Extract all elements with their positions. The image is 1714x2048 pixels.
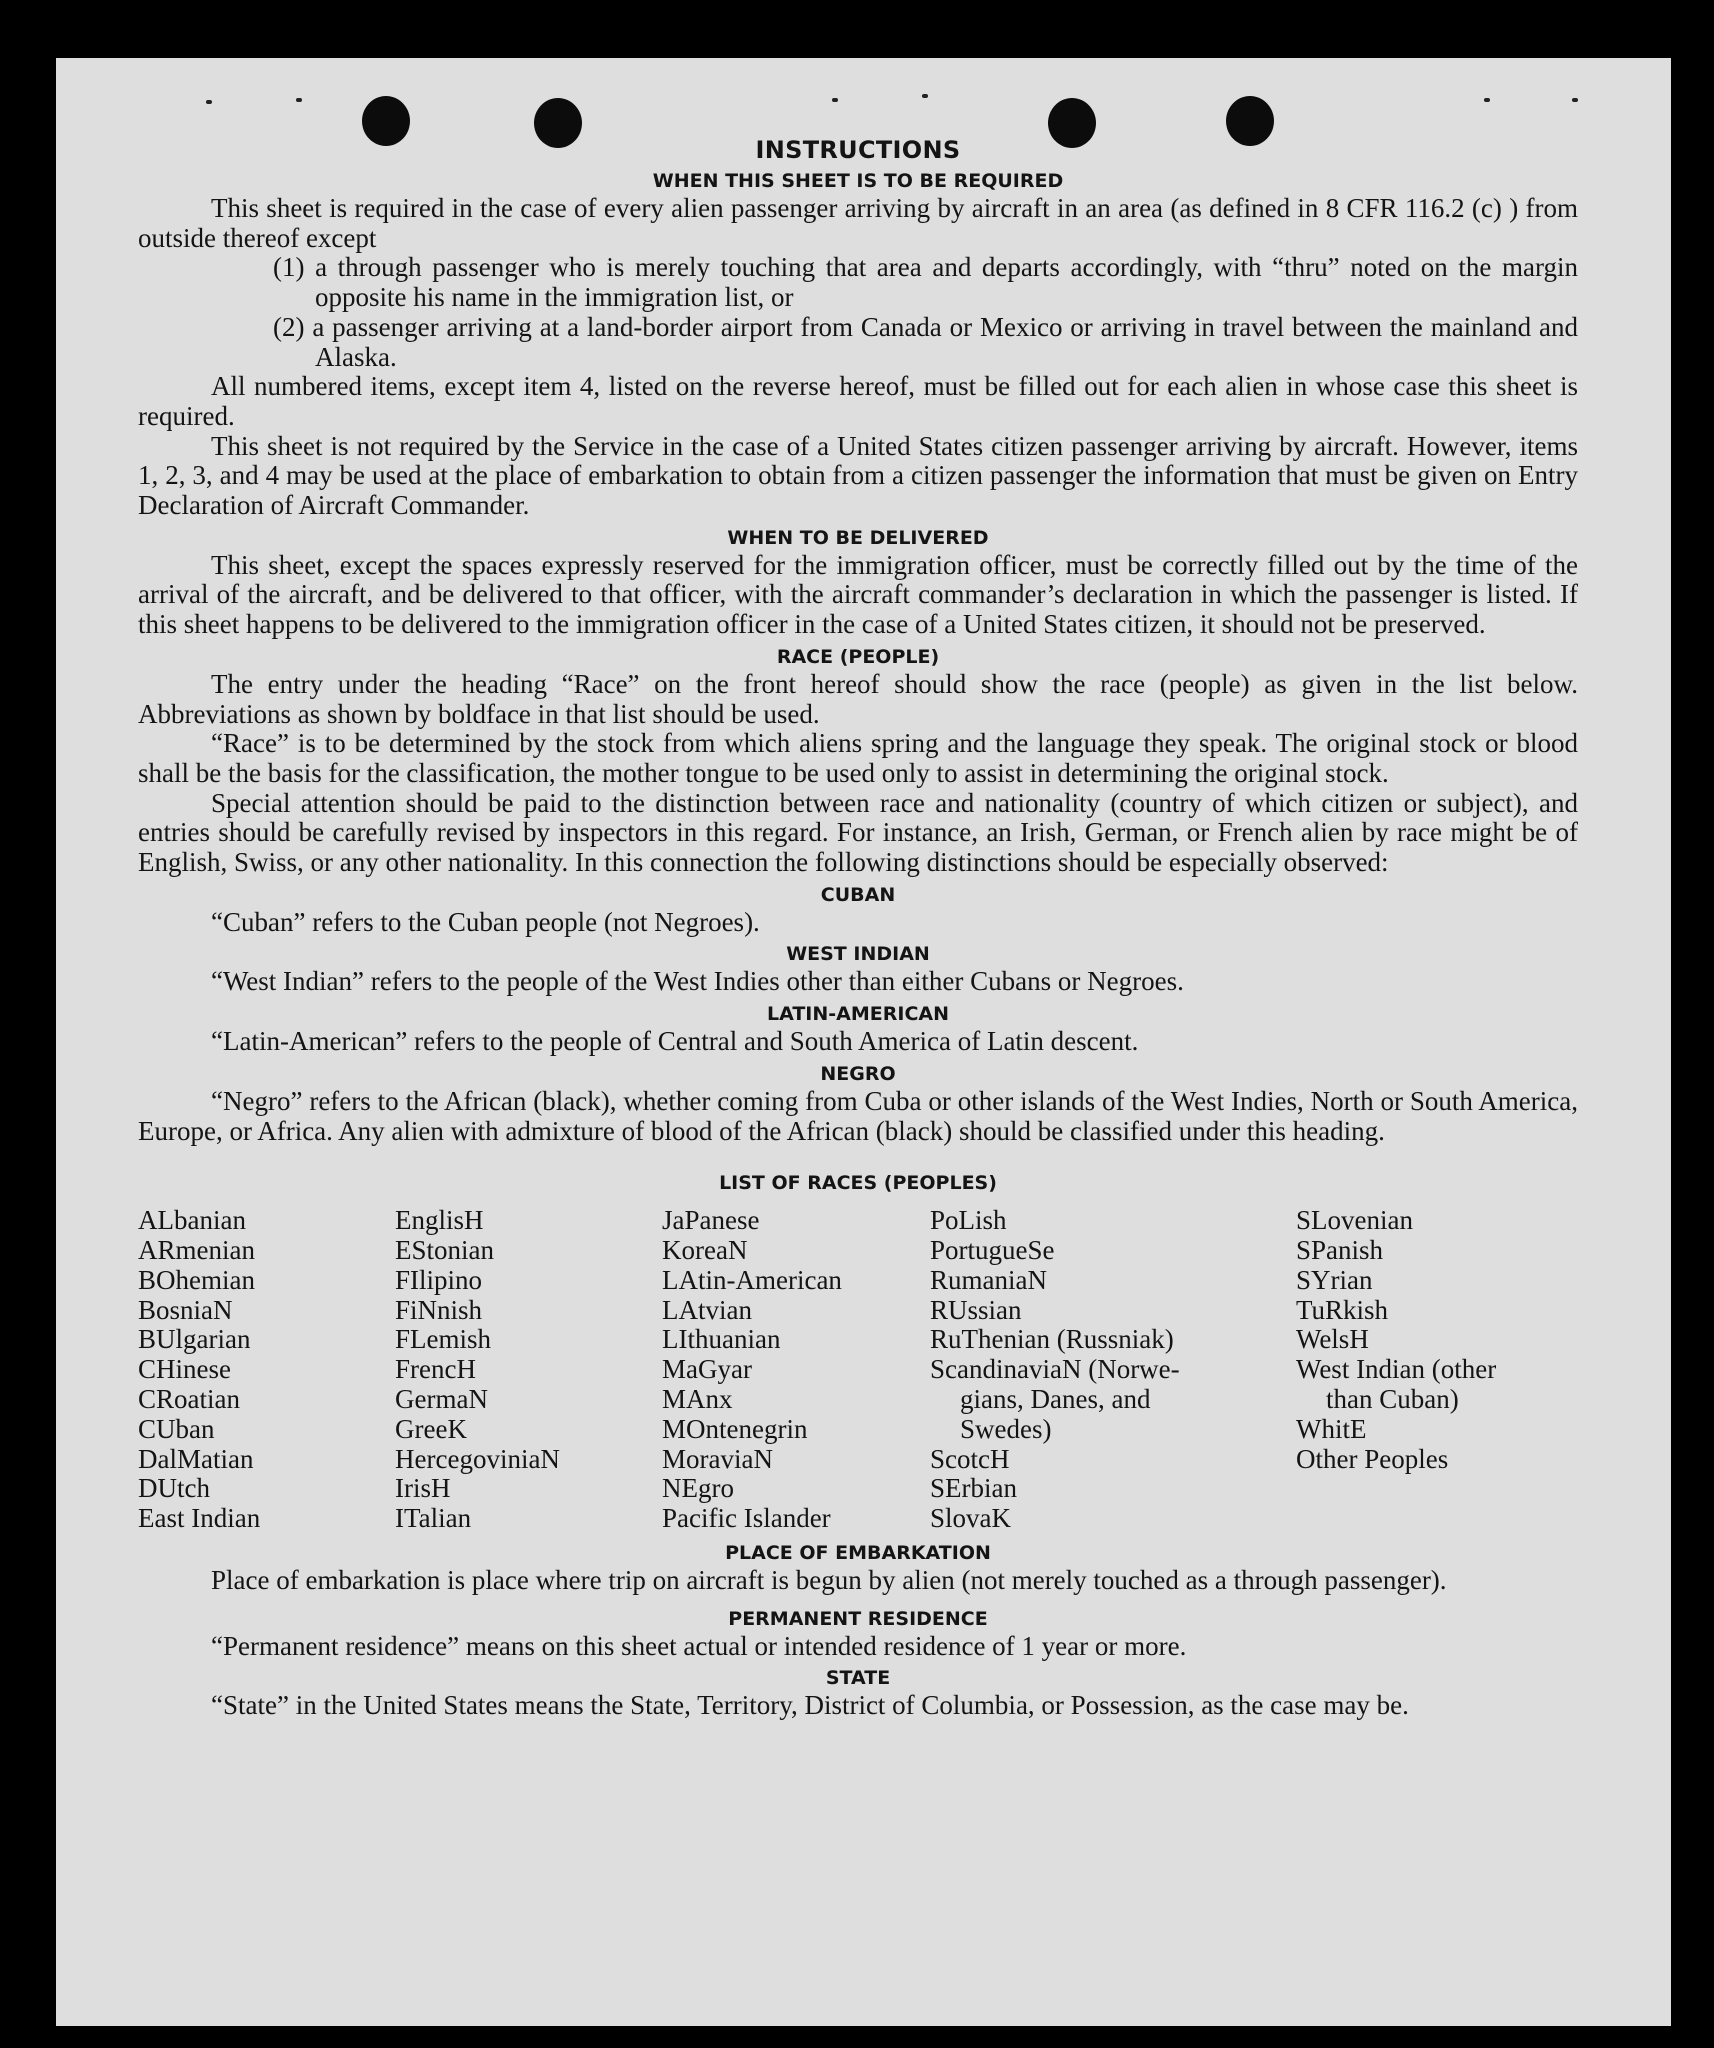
race-item: CHinese [138, 1354, 231, 1385]
section-heading: PLACE OF EMBARKATION [725, 1542, 991, 1565]
race-item: ALbanian [138, 1205, 246, 1236]
race-item: LIthuanian [662, 1324, 781, 1355]
races-column [1296, 1206, 1578, 1534]
race-item: gians, Danes, and [960, 1384, 1151, 1415]
race-item: DalMatian [138, 1443, 254, 1474]
race-item: ITalian [395, 1503, 472, 1534]
section-heading: WEST INDIAN [786, 943, 930, 966]
race-item: FiNnish [395, 1294, 483, 1325]
speck [832, 98, 838, 102]
race-item: KoreaN [662, 1235, 748, 1266]
section-heading: LATIN-AMERICAN [767, 1003, 949, 1026]
races-column [930, 1206, 1296, 1534]
speck [206, 100, 212, 104]
race-item: BosniaN [138, 1294, 233, 1325]
section-heading: RACE (PEOPLE) [776, 645, 940, 668]
race-item: PortugueSe [930, 1235, 1055, 1266]
section-heading: NEGRO [820, 1062, 896, 1085]
speck [1572, 98, 1578, 102]
race-item: RumaniaN [930, 1264, 1047, 1295]
page-title: INSTRUCTIONS [755, 136, 961, 164]
section-heading: WHEN THIS SHEET IS TO BE REQUIRED [652, 170, 1064, 192]
race-item: MAnx [662, 1384, 733, 1415]
race-item: MOntenegrin [662, 1413, 808, 1444]
race-item: DUtch [138, 1473, 210, 1504]
race-item: MoraviaN [662, 1443, 773, 1474]
paragraph: The entry under the heading “Race” on the front hereof should show the race (people) as given in the list below. Abbreviations as shown by boldface in that list should be used. [138, 668, 1578, 729]
race-item: JaPanese [662, 1205, 760, 1236]
race-item: SPanish [1296, 1235, 1384, 1266]
exception-item: (1) a through passenger who is merely touching that area and departs accordingly, with “thru” noted on the margin opposite his name in the immigration list, or [273, 252, 1578, 313]
paragraph: “Race” is to be determined by the stock from which aliens spring and the language they speak. The original stock or blood shall be the basis for the classification, the mother tongue to be used only to assist in determining the original stock. [138, 728, 1578, 788]
race-item: IrisH [395, 1473, 451, 1504]
speck [1484, 98, 1490, 102]
paragraph: This sheet is not required by the Service in the case of a United States citizen passenger arriving by aircraft. However, items 1, 2, 3, and 4 may be used at the place of embarkation to obtain from a citizen passenger the information that must be given on Entry Declaration of Aircraft Commander. [138, 430, 1578, 521]
race-item: WelsH [1296, 1324, 1369, 1355]
race-item: BUlgarian [138, 1324, 251, 1355]
race-item: FIlipino [395, 1264, 483, 1295]
races-list [138, 1206, 1578, 1534]
race-item: GermaN [395, 1384, 488, 1415]
section-heading: STATE [825, 1667, 891, 1690]
race-item: SLovenian [1296, 1205, 1413, 1236]
races-column [395, 1206, 662, 1534]
race-item: than Cuban) [1326, 1384, 1459, 1415]
section-heading: WHEN TO BE DELIVERED [727, 526, 989, 549]
race-item: Pacific Islander [662, 1503, 831, 1534]
race-item: CRoatian [138, 1384, 240, 1415]
race-item: LAtin-American [662, 1264, 842, 1295]
race-item: FrencH [395, 1354, 476, 1385]
race-item: BOhemian [138, 1264, 255, 1295]
speck [296, 98, 302, 102]
race-item: EStonian [395, 1235, 494, 1266]
race-item: ScandinaviaN (Norwe- [930, 1354, 1180, 1385]
section-heading: PERMANENT RESIDENCE [728, 1607, 988, 1630]
paragraph: This sheet, except the spaces expressly reserved for the immigration officer, must be correctly filled out by the time of the arrival of the aircraft, and be delivered to that officer, with the aircraft commander’s declaration in which the passenger is listed. If this sheet happens to be delivered to the immigration officer in the case of a United States citizen, it should not be preserved. [138, 549, 1578, 640]
section-heading: LIST OF RACES (PEOPLES) [719, 1172, 997, 1195]
races-column [662, 1206, 930, 1534]
paragraph: All numbered items, except item 4, listed on the reverse hereof, must be filled out for each alien in whose case this sheet is required. [138, 371, 1578, 431]
race-item: MaGyar [662, 1354, 752, 1385]
race-item: Other Peoples [1296, 1443, 1449, 1474]
speck [922, 94, 928, 98]
race-item: Swedes) [960, 1413, 1052, 1444]
race-item: East Indian [138, 1503, 261, 1534]
race-item: CUban [138, 1413, 215, 1444]
race-item: ARmenian [138, 1235, 255, 1266]
race-item: FLemish [395, 1324, 492, 1355]
paragraph: “Negro” refers to the African (black), whether coming from Cuba or other islands of the West Indies, North or South America, Europe, or Africa. Any alien with admixture of blood of the African (black) should be classified under this heading. [138, 1085, 1578, 1146]
paragraph: “Permanent residence” means on this sheet actual or intended residence of 1 year or more. [211, 1630, 1187, 1661]
race-item: EnglisH [395, 1205, 484, 1236]
paragraph: “Latin-American” refers to the people of Central and South America of Latin descent. [211, 1026, 1139, 1057]
paragraph: “Cuban” refers to the Cuban people (not Negroes). [211, 906, 760, 937]
race-item: HercegoviniaN [395, 1443, 560, 1474]
instructions-content [138, 136, 1578, 1721]
race-item: ScotcH [930, 1443, 1010, 1474]
race-item: PoLish [930, 1205, 1007, 1236]
paragraph: Special attention should be paid to the distinction between race and nationality (country of which citizen or subject), and entries should be carefully revised by inspectors in this regard. For instance, an Irish, German, or French alien by race might be of English, Swiss, or any other nationality. In this connection the following distinctions should be especially observed: [138, 787, 1578, 878]
race-item: SYrian [1296, 1264, 1373, 1295]
race-item: RUssian [930, 1294, 1022, 1325]
race-item: WhitE [1296, 1413, 1367, 1444]
race-item: TuRkish [1296, 1294, 1389, 1325]
race-item: NEgro [662, 1473, 734, 1504]
paragraph: This sheet is required in the case of every alien passenger arriving by aircraft in an area (as defined in 8 CFR 116.2 (c) ) from outside thereof except [138, 193, 1578, 253]
paragraph: Place of embarkation is place where trip on aircraft is begun by alien (not merely touched as a through passenger). [211, 1565, 1447, 1596]
exception-item: (2) a passenger arriving at a land-border airport from Canada or Mexico or arriving in travel between the mainland and Alaska. [273, 311, 1578, 372]
race-item: SlovaK [930, 1503, 1011, 1534]
race-item: RuThenian (Russniak) [930, 1324, 1174, 1355]
races-column [138, 1206, 395, 1534]
race-item: GreeK [395, 1413, 467, 1444]
race-item: LAtvian [662, 1294, 752, 1325]
paragraph: “State” in the United States means the State, Territory, District of Columbia, or Possession, as the case may be. [211, 1690, 1409, 1721]
race-item: West Indian (other [1296, 1354, 1497, 1385]
section-heading: CUBAN [820, 883, 896, 906]
paragraph: “West Indian” refers to the people of the West Indies other than either Cubans or Negroes. [211, 966, 1184, 997]
race-item: SErbian [930, 1473, 1017, 1504]
